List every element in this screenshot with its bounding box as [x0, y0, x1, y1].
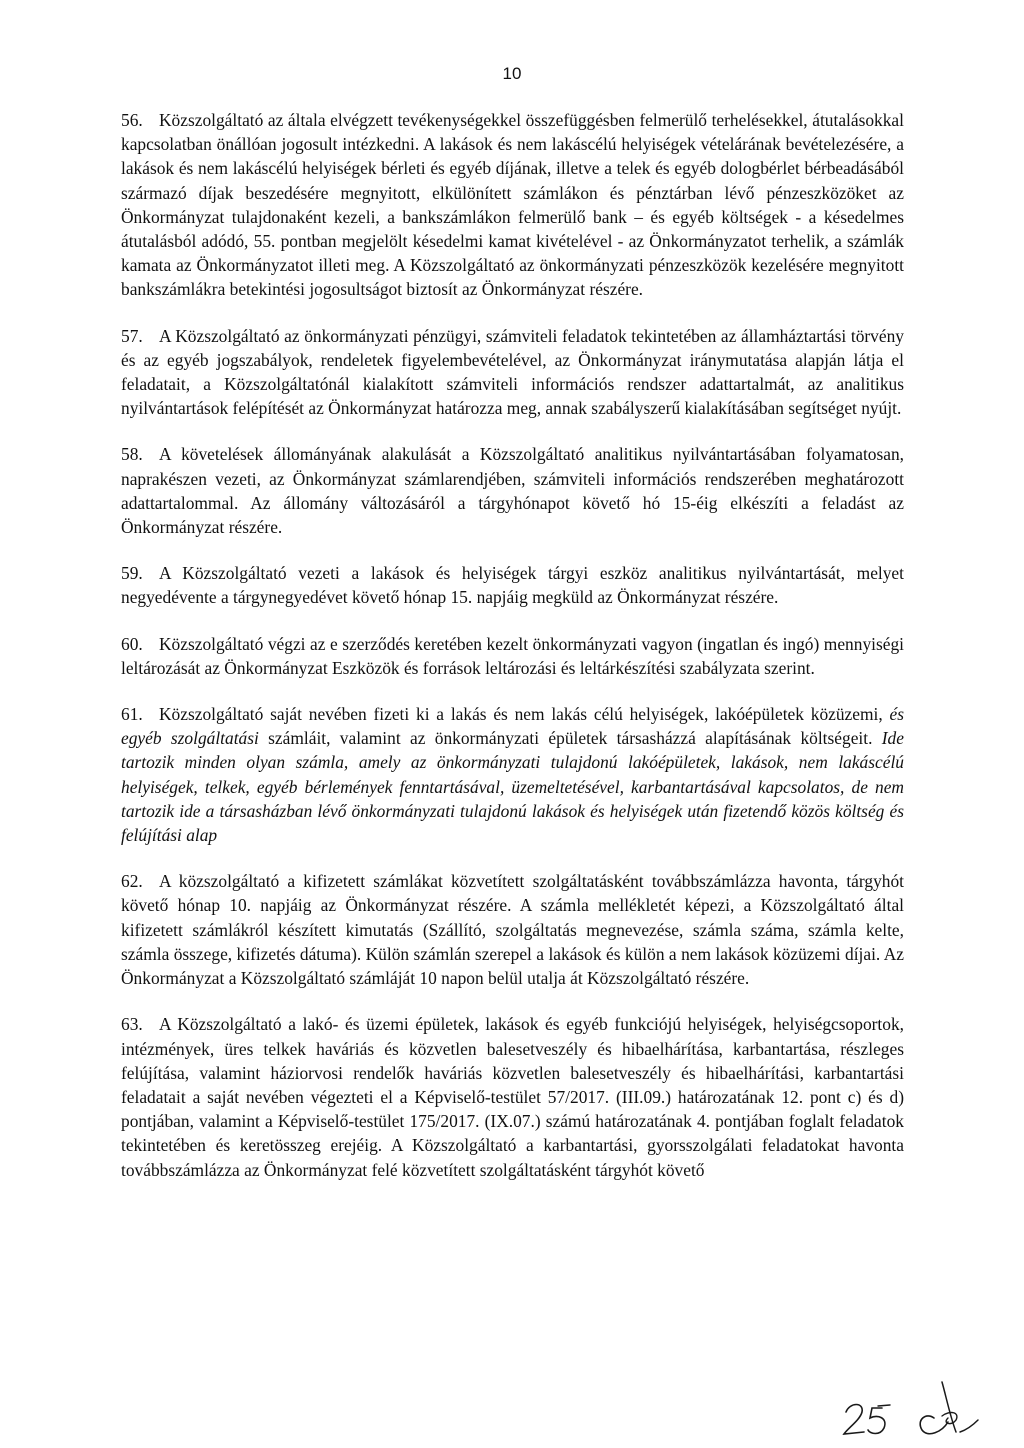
- paragraph: [121, 632, 904, 680]
- paragraph-number: 63.: [121, 1014, 143, 1035]
- paragraph-text: Közszolgáltató saját nevében fizeti ki a lakás és nem lakás célú helyiségek, lakóépületek közüzemi,: [159, 704, 890, 725]
- page-number: 10: [502, 64, 522, 83]
- paragraph-text: A követelések állományának alakulását a Közszolgáltató analitikus nyilvántartásában folyamatosan, naprakészen vezeti, az Önkormányzat számlarendjében, számviteli információs rendszerében meghatározott adattartalommal. Az állomány változásáról a tárgyhónapot követő hó 15-éig elkészíti a feladást az Önkormányzat részére.: [121, 444, 904, 538]
- paragraph: [121, 702, 904, 847]
- paragraph-number: 59.: [121, 563, 143, 584]
- handwritten-signature-icon: [838, 1372, 998, 1442]
- paragraph-number: 60.: [121, 633, 143, 654]
- paragraph-text: Közszolgáltató végzi az e szerződés keretében kezelt önkormányzati vagyon (ingatlan és ingó) mennyiségi leltározását az Önkormányzat Eszközök és források leltározási és leltárkészítési szabályzata szerint.: [121, 633, 904, 678]
- paragraph-text-italic: Ide tartozik minden olyan számla, amely az önkormányzati tulajdonú lakóépületek, lakások, nem lakáscélú helyiségek, telkek, egyéb bérlemények fenntartásával, üzemeltetésével, karbantartásával kapcsolatos, de nem tartozik ide a társasházban lévő önkormányzati tulajdonú lakások és helyiségek után fizetendő közös költség és felújítási alap: [121, 728, 904, 846]
- document-body: [121, 108, 904, 1204]
- paragraph-text: számláit, valamint az önkormányzati épületek társasházzá alapításának költségeit.: [258, 728, 882, 749]
- paragraph-number: 62.: [121, 871, 143, 892]
- paragraph: [121, 442, 904, 539]
- paragraph-number: 56.: [121, 110, 143, 130]
- paragraph: [121, 561, 904, 609]
- paragraph: [121, 1012, 904, 1181]
- paragraph-text-italic: és egyéb szolgáltatási: [121, 704, 904, 749]
- paragraph-number: 58.: [121, 444, 143, 465]
- paragraph-text: A Közszolgáltató az önkormányzati pénzügyi, számviteli feladatok tekintetében az államháztartási törvény és az egyéb jogszabályok, rendeletek figyelembevételével, az Önkormányzat iránymutatása alapján látja el feladatait, a Közszolgáltatónál kialakított számviteli információs rendszer adattartalmát, az analitikus nyilvántartások felépítését az Önkormányzat határozza meg, annak szabályszerű kialakításában segítséget nyújt.: [121, 325, 904, 419]
- paragraph-number: 57.: [121, 325, 143, 346]
- paragraph-text: A Közszolgáltató a lakó- és üzemi épületek, lakások és egyéb funkciójú helyiségek, helyiségcsoportok, intézmények, üres telkek haváriás és közvetlen balesetveszély és hibaelhárítása, karbantartása, részleges felújítása, valamint háziorvosi rendelők haváriás közvetlen balesetveszély és hibaelhárítási, karbantartási feladatait a saját nevében végezteti el a Képviselő-testület 57/2017. (III.09.) határozatának 12. pont c) és d) pontjában, valamint a Képviselő-testület 175/2017. (IX.07.) számú határozatának 4. pontjában foglalt feladatok tekintetében és keretösszeg erejéig. A Közszolgáltató a karbantartási, gyorsszolgálati feladatokat havonta továbbszámlázza az Önkormányzat felé közvetített szolgáltatásként tárgyhót követő: [121, 1014, 904, 1180]
- paragraph: [121, 108, 904, 302]
- paragraph-number: 61.: [121, 704, 143, 725]
- paragraph-text: Közszolgáltató az általa elvégzett tevékenységekkel összefüggésben felmerülő terhelésekkel, átutalásokkal kapcsolatban önállóan jogosult intézkedni. A lakások és nem lakáscélú helyiségek vételárának bevételezésére, a lakások és nem lakáscélú helyiségek bérleti és egyéb díjának, illetve a telek és egyéb dologbérlet bérbeadásából származó díjak beszedésére megnyitott, elkülönített számlákon és pénztárban lévő pénzeszközöket az Önkormányzat tulajdonaként kezeli, a bankszámlákon felmerülő bank – és egyéb költségek - a késedelmes átutalásból adódó, 55. pontban megjelölt késedelmi kamat kivételével - az Önkormányzatot terhelik, a számlák kamata az Önkormányzatot illeti meg. A Közszolgáltató az önkormányzati pénzeszközök kezelésére megnyitott bankszámlákra betekintési jogosultságot biztosít az Önkormányzat részére.: [121, 110, 904, 300]
- paragraph-text: A Közszolgáltató vezeti a lakások és helyiségek tárgyi eszköz analitikus nyilvántartását, melyet negyedévente a tárgynegyedévet követő hónap 15. napjáig megküld az Önkormányzat részére.: [121, 563, 904, 608]
- paragraph-text: A közszolgáltató a kifizetett számlákat közvetített szolgáltatásként továbbszámlázza havonta, tárgyhót követő hónap 10. napjáig az Önkormányzat részére. A számla mellékletét képezi, a Közszolgáltató által kifizetett számlákról készített kimutatás (Szállító, szolgáltatás megnevezése, számla száma, számla kelte, számla összege, kifizetés dátuma). Külön számlán szerepel a lakások és külön a nem lakások közüzemi díjai. Az Önkormányzat a Közszolgáltató számláját 10 napon belül utalja át Közszolgáltató részére.: [121, 871, 904, 989]
- paragraph: [121, 324, 904, 421]
- paragraph: [121, 869, 904, 990]
